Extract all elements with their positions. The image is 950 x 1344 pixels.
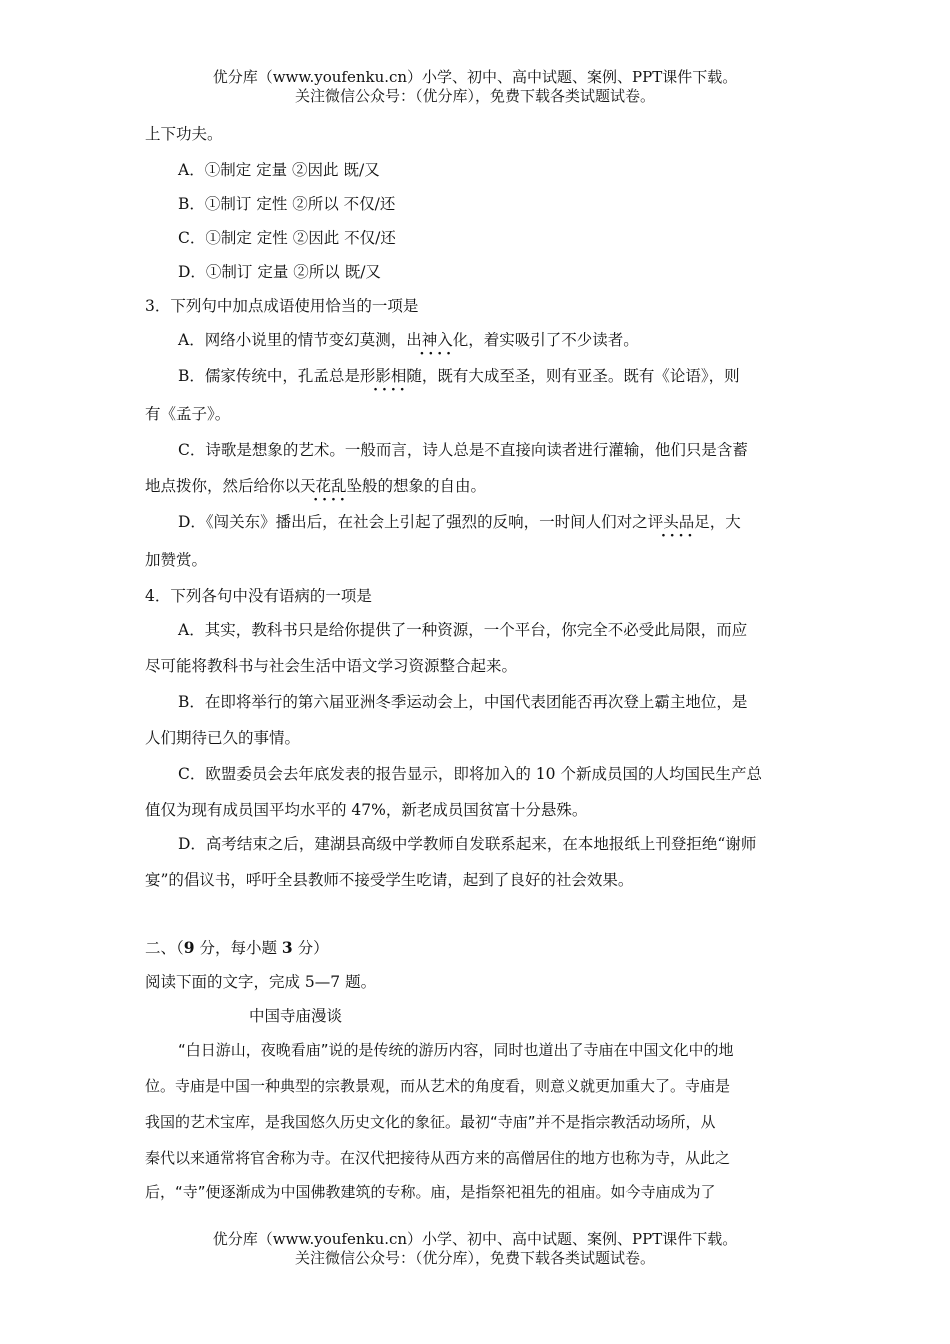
q4-option-c: C．欧盟委员会去年底发表的报告显示，即将加入的 10 个新成员国的人均国民生产总 xyxy=(178,765,762,783)
page-header xyxy=(0,68,950,106)
q4-option-d: D．高考结束之后，建湖县高级中学教师自发联系起来，在本地报纸上刊登拒绝“谢师 xyxy=(178,835,757,853)
q4-option-a-cont: 尽可能将教科书与社会生活中语文学习资源整合起来。 xyxy=(145,657,518,675)
essay-line-2: 位。寺庙是中国一种典型的宗教景观，而从艺术的角度看，则意义就更加重大了。寺庙是 xyxy=(145,1077,731,1095)
page-footer xyxy=(0,1230,950,1268)
q4-option-c-cont: 值仅为现有成员国平均水平的 47%，新老成员国贫富十分悬殊。 xyxy=(145,801,588,819)
essay-line-4: 秦代以来通常将官舍称为寺。在汉代把接待从西方来的高僧居住的地方也称为寺，从此之 xyxy=(145,1149,731,1167)
q2-option-c: C．①制定 定性 ②因此 不仅/还 xyxy=(178,229,396,247)
footer-line-1: 优分库（www.youfenku.cn）小学、初中、高中试题、案例、PPT课件下载。 xyxy=(212,1230,738,1248)
header-line-1: 优分库（www.youfenku.cn）小学、初中、高中试题、案例、PPT课件下载。 xyxy=(212,68,738,86)
q3-stem: 3．下列句中加点成语使用恰当的一项是 xyxy=(145,297,419,315)
q3-option-b-cont: 有《孟子》。 xyxy=(145,405,231,423)
article-title: 中国寺庙漫谈 xyxy=(249,1007,343,1025)
q2-tail: 上下功夫。 xyxy=(145,125,223,143)
q4-option-b: B．在即将举行的第六届亚洲冬季运动会上，中国代表团能否再次登上霸主地位，是 xyxy=(178,693,748,711)
q3-option-c: C．诗歌是想象的艺术。一般而言，诗人总是不直接向读者进行灌输，他们只是含蓄 xyxy=(178,441,748,459)
dotted-idiom: 形影相随 ···· xyxy=(360,367,422,385)
essay-line-5: 后，“寺”便逐渐成为中国佛教建筑的专称。庙，是指祭祀祖先的祖庙。如今寺庙成为了 xyxy=(145,1183,716,1201)
footer-line-2: 关注微信公众号：（优分库），免费下载各类试题试卷。 xyxy=(294,1249,655,1267)
q3-option-b: B．儒家传统中，孔孟总是形影相随 ····，既有大成至圣，则有亚圣。既有《论语》，则 xyxy=(178,366,740,386)
q3-option-a: A．网络小说里的情节变幻莫测，出神入化 ····，着实吸引了不少读者。 xyxy=(178,330,639,350)
dotted-idiom: 天花乱坠 ···· xyxy=(300,477,362,495)
q4-stem: 4．下列各句中没有语病的一项是 xyxy=(145,587,372,605)
essay-line-3: 我国的艺术宝库，是我国悠久历史文化的象征。最初“寺庙”并不是指宗教活动场所，从 xyxy=(145,1113,716,1131)
q2-option-b: B．①制订 定性 ②所以 不仅/还 xyxy=(178,195,396,213)
q4-option-d-cont: 宴”的倡议书，呼吁全县教师不接受学生吃请，起到了良好的社会效果。 xyxy=(145,871,634,889)
reading-instruction: 阅读下面的文字，完成 5—7 题。 xyxy=(145,973,377,991)
q3-option-c-cont: 地点拨你，然后给你以天花乱坠 ····般的想象的自由。 xyxy=(145,476,486,496)
q3-option-d-cont: 加赞赏。 xyxy=(145,551,208,569)
dotted-idiom: 出神入化 ···· xyxy=(406,331,468,349)
dotted-idiom: 评头品足 ···· xyxy=(648,513,710,531)
header-line-2: 关注微信公众号：（优分库），免费下载各类试题试卷。 xyxy=(294,87,655,105)
q4-option-a: A．其实，教科书只是给你提供了一种资源，一个平台，你完全不必受此局限，而应 xyxy=(178,621,748,639)
q2-option-a: A．①制定 定量 ②因此 既/又 xyxy=(178,161,380,179)
section-2-heading: 二、（9 分，每小题 3 分） xyxy=(145,938,329,957)
q2-option-d: D．①制订 定量 ②所以 既/又 xyxy=(178,263,381,281)
essay-line-1: “白日游山，夜晚看庙”说的是传统的游历内容，同时也道出了寺庙在中国文化中的地 xyxy=(178,1041,734,1059)
q4-option-b-cont: 人们期待已久的事情。 xyxy=(145,729,301,747)
q3-option-d: D．《闯关东》播出后，在社会上引起了强烈的反响，一时间人们对之评头品足 ····，大 xyxy=(178,512,741,532)
